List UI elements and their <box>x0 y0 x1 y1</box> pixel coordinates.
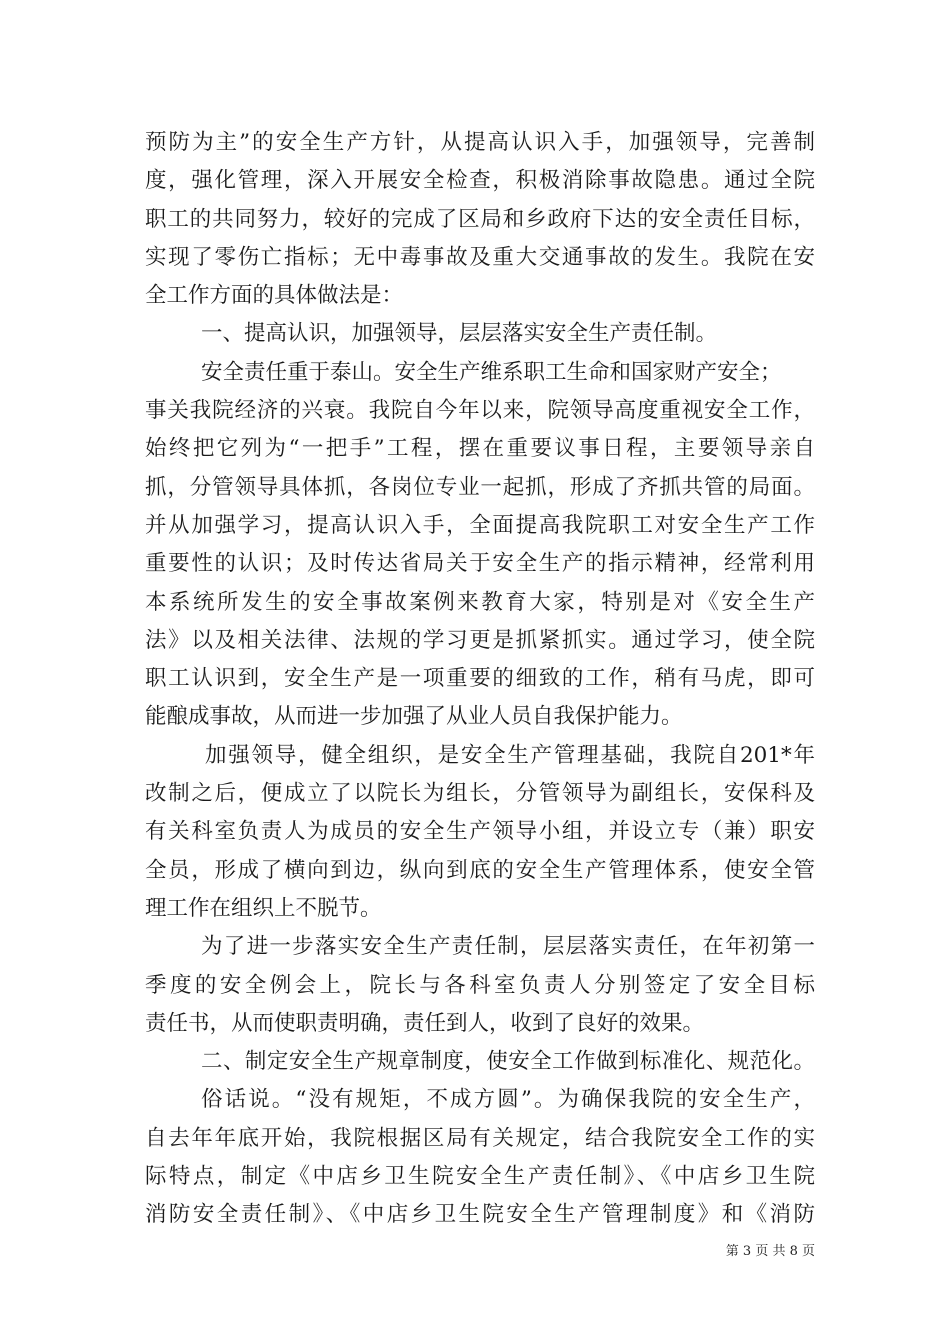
text-line: 法》以及相关法律、法规的学习更是抓紧抓实。通过学习，使全院 <box>145 627 815 653</box>
text-line: 加强领导，健全组织，是安全生产管理基础，我院自201*年 <box>205 742 815 768</box>
text-line: 重要性的认识；及时传达省局关于安全生产的指示精神，经常利用 <box>145 551 815 577</box>
section-heading: 二、制定安全生产规章制度，使安全工作做到标准化、规范化。 <box>201 1049 815 1075</box>
text-line: 职工认识到，安全生产是一项重要的细致的工作，稍有马虎，即可 <box>145 666 815 692</box>
text-line: 抓，分管领导具体抓，各岗位专业一起抓，形成了齐抓共管的局面。 <box>145 474 815 500</box>
text-line: 事关我院经济的兴衰。我院自今年以来，院领导高度重视安全工作， <box>145 398 815 424</box>
text-line: 全工作方面的具体做法是： <box>145 283 404 309</box>
text-line: 本系统所发生的安全事故案例来教育大家，特别是对《安全生产 <box>145 589 815 615</box>
text-line: 安全责任重于泰山。安全生产维系职工生命和国家财产安全； <box>201 359 782 385</box>
text-line: 改制之后，便成立了以院长为组长，分管领导为副组长，安保科及 <box>145 781 815 807</box>
text-line: 能酿成事故，从而进一步加强了从业人员自我保护能力。 <box>145 704 683 730</box>
text-line: 消防安全责任制》、《中店乡卫生院安全生产管理制度》和《消防 <box>145 1202 815 1228</box>
text-line: 俗话说。“没有规矩，不成方圆”。为确保我院的安全生产， <box>201 1087 815 1113</box>
text-line: 季度的安全例会上，院长与各科室负责人分别签定了安全目标 <box>145 972 815 998</box>
text-line: 预防为主”的安全生产方针，从提高认识入手，加强领导，完善制 <box>145 130 815 155</box>
text-line: 为了进一步落实安全生产责任制，层层落实责任，在年初第一 <box>201 934 815 960</box>
text-line: 职工的共同努力，较好的完成了区局和乡政府下达的安全责任目标， <box>145 206 815 232</box>
text-line: 理工作在组织上不脱节。 <box>145 895 382 921</box>
text-line: 实现了零伤亡指标；无中毒事故及重大交通事故的发生。我院在安 <box>145 244 815 270</box>
text-line: 全员，形成了横向到边，纵向到底的安全生产管理体系，使安全管 <box>145 857 815 883</box>
section-heading: 一、提高认识，加强领导，层层落实安全生产责任制。 <box>201 321 718 347</box>
text-line: 责任书，从而使职责明确，责任到人，收到了良好的效果。 <box>145 1010 705 1036</box>
text-line: 度，强化管理，深入开展安全检查，积极消除事故隐患。通过全院 <box>145 168 815 194</box>
text-line: 有关科室负责人为成员的安全生产领导小组，并设立专（兼）职安 <box>145 819 815 845</box>
text-line: 自去年年底开始，我院根据区局有关规定，结合我院安全工作的实 <box>145 1125 815 1151</box>
page-number: 第 3 页 共 8 页 <box>725 1244 815 1259</box>
text-line: 始终把它列为“一把手”工程，摆在重要议事日程，主要领导亲自 <box>145 436 815 462</box>
text-line: 并从加强学习，提高认识入手，全面提高我院职工对安全生产工作 <box>145 512 815 538</box>
document-body <box>145 124 815 1235</box>
text-line: 际特点，制定《中店乡卫生院安全生产责任制》、《中店乡卫生院 <box>145 1164 815 1190</box>
